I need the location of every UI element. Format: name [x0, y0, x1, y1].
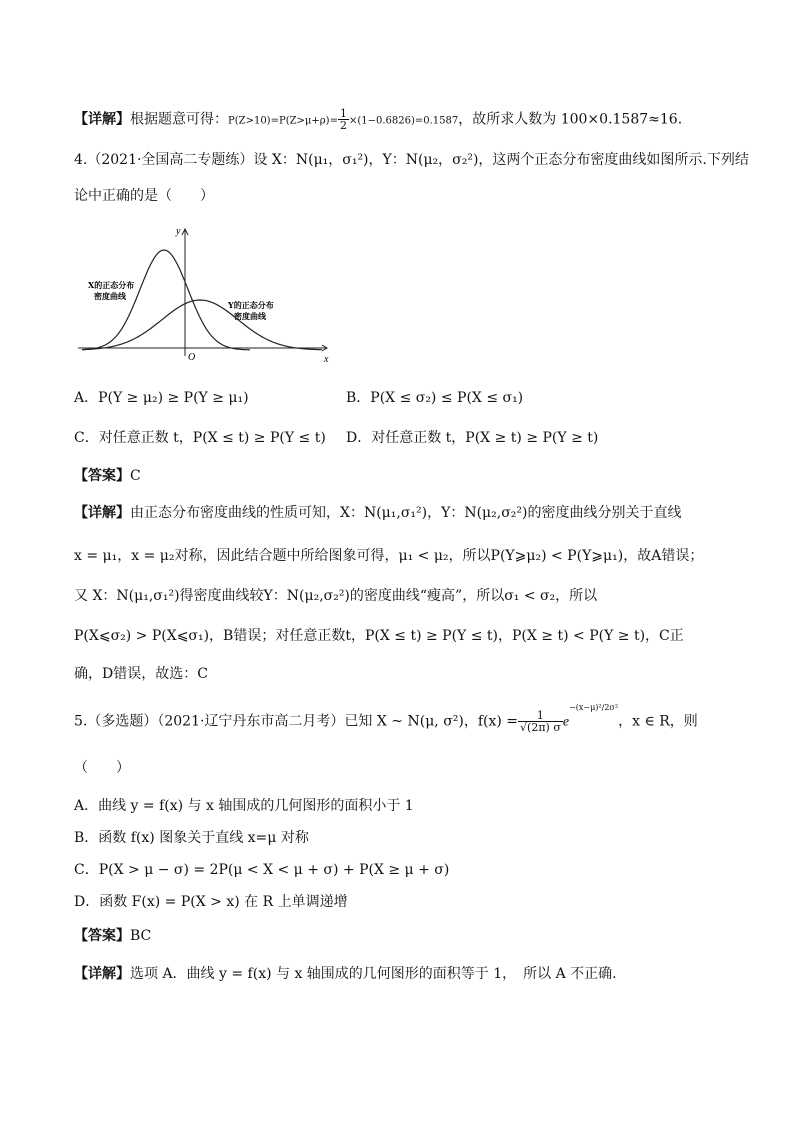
y-curve-caption-1: Y的正态分布 [228, 300, 274, 310]
prev-detail-line [74, 108, 682, 132]
q4-detail-1: 由正态分布密度曲线的性质可知，X：N(μ₁,σ₁²)，Y：N(μ₂,σ₂²)的密度曲线分别关于直线 [130, 505, 682, 521]
q5-exp-power: −(x−μ)²/2σ² [569, 703, 619, 712]
q4-answer-line [74, 466, 141, 486]
q4-stem-line-2: 论中正确的是（ ） [74, 188, 214, 204]
q4-option-a: A．P(Y ≥ μ₂) ≥ P(Y ≥ μ₁) [74, 390, 249, 406]
q4-detail-line-4: P(X⩽σ₂) > P(X⩽σ₁)，B错误；对任意正数t，P(X ≤ t) ≥ P(Y ≤ t)，P(X ≥ t) < P(Y ≥ t)，C正 [74, 628, 684, 644]
normal-distribution-figure [78, 226, 334, 368]
origin-label: O [188, 352, 196, 363]
q4-detail-line-2: x = μ₁，x = μ₂对称，因此结合题中所给图象可得，μ₁ < μ₂，所以P(Y⩾μ₂) < P(Y⩾μ₁)，故A错误； [74, 548, 704, 564]
q5-answer: BC [130, 928, 152, 944]
q4-stem-line-1: 4.（2021·全国高二专题练）设 X：N(μ₁，σ₁²)，Y：N(μ₂，σ₂²)，这两个正态分布密度曲线如图所示.下列结 [74, 152, 749, 168]
q5-detail: 选项 A．曲线 y = f(x) 与 x 轴围成的几何图形的面积等于 1， 所以 A 不正确. [130, 966, 617, 982]
answer-label: 【答案】 [74, 928, 130, 944]
q4-answer: C [130, 468, 141, 484]
q5-exp-base: e [562, 714, 570, 730]
detail-label: 【详解】 [74, 505, 130, 521]
x-axis-label: x [324, 354, 329, 365]
prev-frac-num: 1 [339, 107, 347, 120]
detail-label: 【详解】 [74, 966, 130, 982]
prev-tail: ，故所求人数为 100×0.1587≈16. [458, 111, 683, 128]
prev-fraction [338, 108, 349, 131]
prev-frac-den: 2 [339, 119, 347, 132]
q5-fraction [518, 710, 563, 733]
prev-lead: 根据题意可得： [130, 111, 228, 128]
y-axis-label: y [176, 226, 181, 237]
q4-detail-line-3: 又 X：N(μ₁,σ₁²)得密度曲线较Y：N(μ₂,σ₂²)的密度曲线“瘦高”，所以σ₁ < σ₂，所以 [74, 588, 598, 604]
q5-stem-tail: ，x ∈ R，则 [618, 713, 698, 730]
y-curve-caption-2: 密度曲线 [234, 311, 266, 321]
q4-detail-line-5: 确，D错误，故选：C [74, 666, 208, 682]
q4-detail-line-1 [74, 503, 681, 523]
q5-answer-line [74, 926, 151, 946]
y-density-curve [82, 300, 322, 350]
prev-formula-lhs: P(Z>10)=P(Z>μ+ρ)= [228, 115, 338, 127]
q5-option-a: A．曲线 y = f(x) 与 x 轴围成的几何图形的面积小于 1 [74, 798, 414, 814]
q5-stem-line-2: （ ） [74, 760, 130, 776]
q5-option-d: D．函数 F(x) = P(X > x) 在 R 上单调递增 [74, 894, 348, 910]
detail-label: 【详解】 [74, 111, 130, 128]
x-curve-caption-2: 密度曲线 [94, 291, 126, 301]
q5-frac-num: 1 [518, 710, 563, 722]
q5-detail-line [74, 964, 617, 984]
q5-stem-1: 5.（多选题）（2021·辽宁丹东市高二月考）已知 X ~ N(μ, σ²)，f(x) = [74, 713, 519, 730]
q4-option-b: B．P(X ≤ σ₂) ≤ P(X ≤ σ₁) [346, 390, 524, 406]
q4-option-d: D．对任意正数 t，P(X ≥ t) ≥ P(Y ≥ t) [346, 430, 599, 446]
q5-option-c: C．P(X > μ − σ) = 2P(μ < X < μ + σ) + P(X ≥ μ + σ) [74, 862, 450, 878]
q5-frac-den: √(2π) σ [520, 721, 561, 735]
q4-option-c: C．对任意正数 t，P(X ≤ t) ≥ P(Y ≤ t) [74, 430, 326, 446]
prev-formula-rhs: ×(1−0.6826)=0.1587 [348, 115, 459, 127]
q5-option-b: B．函数 f(x) 图象关于直线 x=μ 对称 [74, 830, 309, 846]
x-curve-caption-1: X的正态分布 [88, 280, 135, 290]
answer-label: 【答案】 [74, 468, 130, 484]
